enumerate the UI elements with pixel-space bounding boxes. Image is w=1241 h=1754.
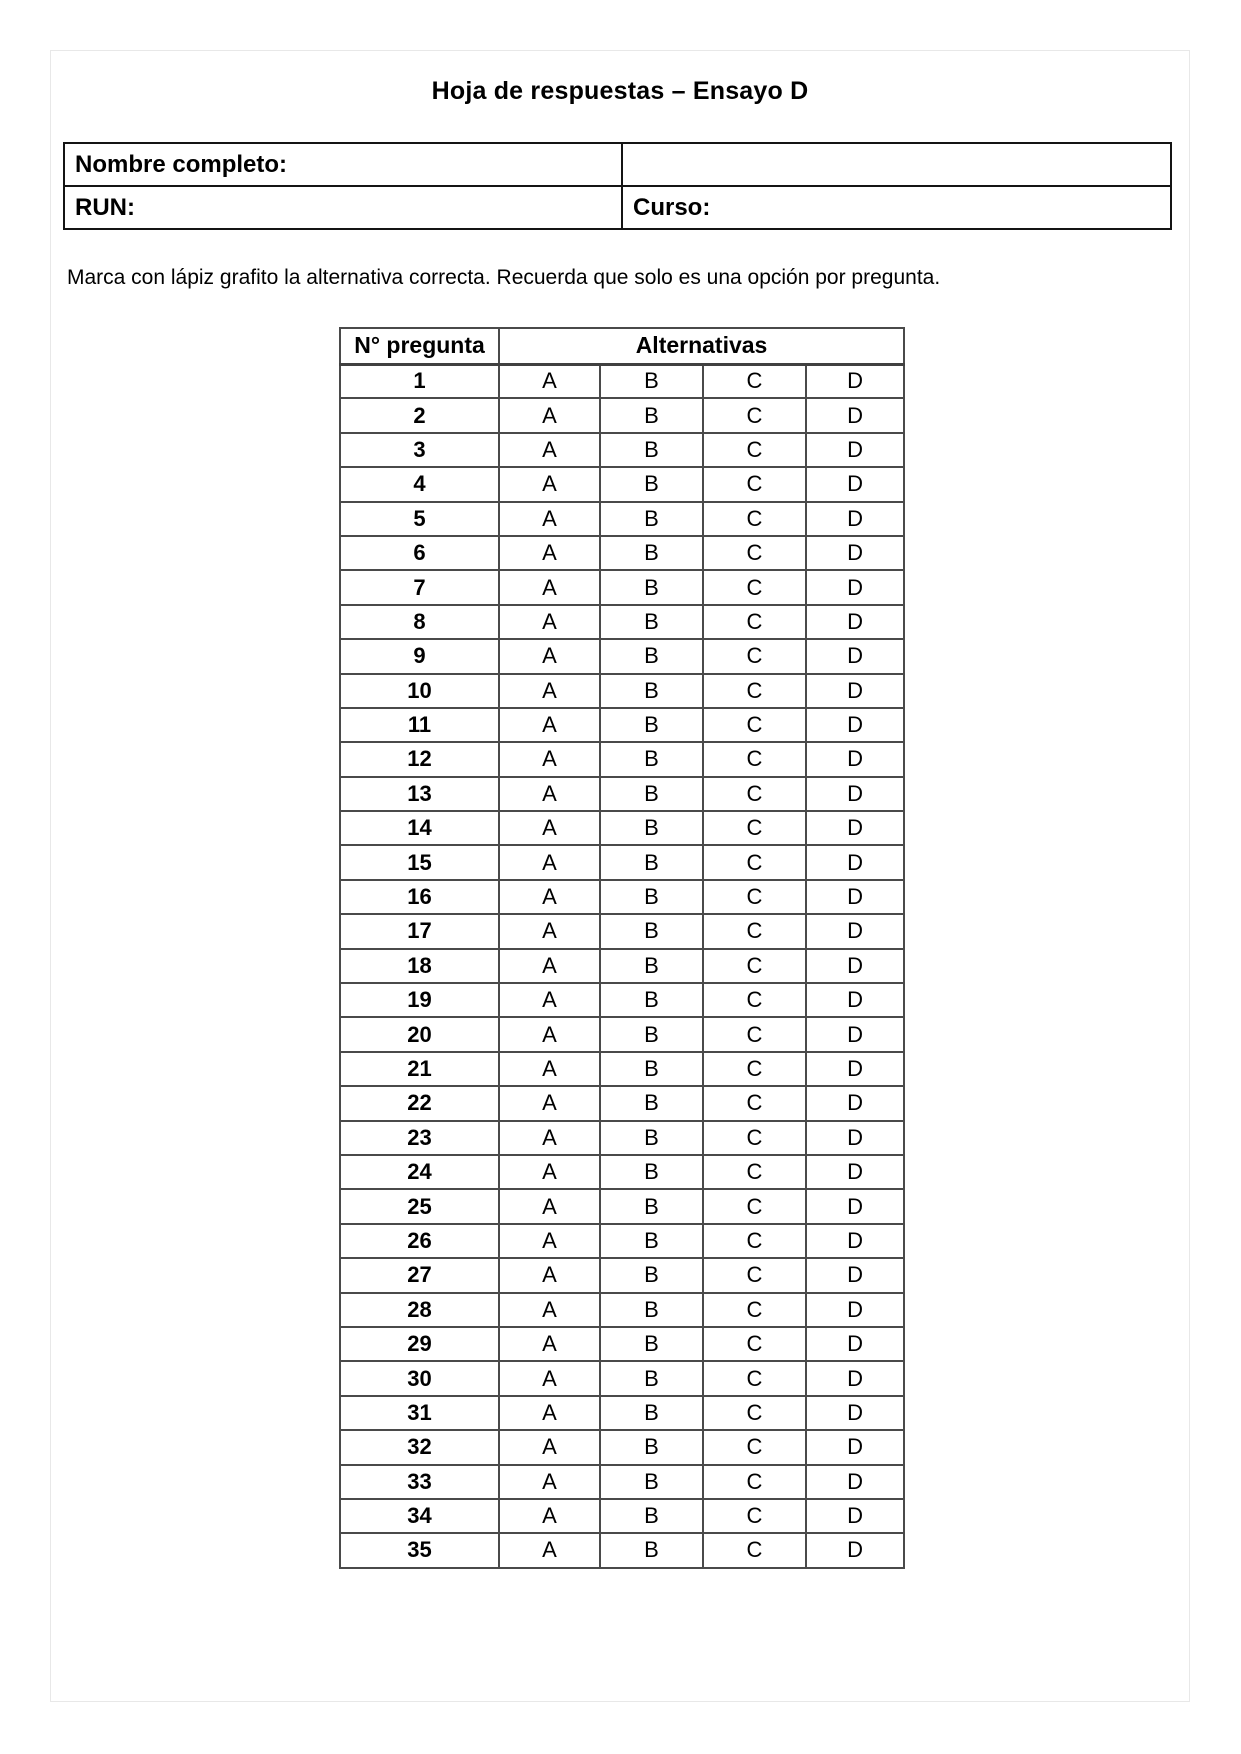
- question-number: 19: [340, 983, 499, 1017]
- answer-option-c: C: [703, 1465, 806, 1499]
- answer-option-d: D: [806, 1499, 904, 1533]
- answer-option-a: A: [499, 742, 600, 776]
- curso-label: Curso:: [633, 193, 711, 221]
- answer-option-d: D: [806, 1465, 904, 1499]
- answer-option-d: D: [806, 1293, 904, 1327]
- answer-option-b: B: [600, 398, 703, 432]
- answer-row: [340, 1189, 904, 1223]
- question-number: 14: [340, 811, 499, 845]
- question-number: 26: [340, 1224, 499, 1258]
- question-number: 24: [340, 1155, 499, 1189]
- answer-row: [340, 570, 904, 604]
- answer-option-c: C: [703, 1121, 806, 1155]
- answer-option-d: D: [806, 536, 904, 570]
- answer-option-c: C: [703, 708, 806, 742]
- answer-option-b: B: [600, 777, 703, 811]
- answer-option-d: D: [806, 880, 904, 914]
- answer-row: [340, 1258, 904, 1292]
- answer-option-c: C: [703, 467, 806, 501]
- answer-option-c: C: [703, 1293, 806, 1327]
- answer-row: [340, 1327, 904, 1361]
- run-field-cell: [64, 186, 622, 229]
- answer-option-d: D: [806, 1430, 904, 1464]
- answer-option-a: A: [499, 983, 600, 1017]
- answer-option-d: D: [806, 1361, 904, 1395]
- answer-option-b: B: [600, 502, 703, 536]
- question-number: 23: [340, 1121, 499, 1155]
- alternatives-column-header: Alternativas: [499, 328, 904, 364]
- answer-row: [340, 1465, 904, 1499]
- answer-row: [340, 1396, 904, 1430]
- answer-option-b: B: [600, 742, 703, 776]
- answer-option-d: D: [806, 502, 904, 536]
- answer-option-d: D: [806, 398, 904, 432]
- answer-option-d: D: [806, 364, 904, 398]
- answer-option-d: D: [806, 845, 904, 879]
- answer-option-b: B: [600, 364, 703, 398]
- question-number: 15: [340, 845, 499, 879]
- answer-row: [340, 1155, 904, 1189]
- answer-option-b: B: [600, 639, 703, 673]
- answer-row: [340, 639, 904, 673]
- answer-row: [340, 1052, 904, 1086]
- answer-option-b: B: [600, 1121, 703, 1155]
- answer-option-d: D: [806, 605, 904, 639]
- answer-option-b: B: [600, 536, 703, 570]
- answer-option-b: B: [600, 845, 703, 879]
- info-row-nombre: [64, 143, 1171, 186]
- answer-option-c: C: [703, 570, 806, 604]
- nombre-field-cell: [64, 143, 622, 186]
- answer-row: [340, 983, 904, 1017]
- answer-table-body: [340, 364, 904, 1568]
- question-column-header: N° pregunta: [340, 328, 499, 364]
- answer-option-b: B: [600, 433, 703, 467]
- question-number: 17: [340, 914, 499, 948]
- answer-option-a: A: [499, 1533, 600, 1567]
- answer-option-c: C: [703, 1155, 806, 1189]
- answer-option-a: A: [499, 1465, 600, 1499]
- answer-option-b: B: [600, 1499, 703, 1533]
- question-number: 3: [340, 433, 499, 467]
- answer-option-b: B: [600, 1465, 703, 1499]
- answer-option-b: B: [600, 1396, 703, 1430]
- answer-option-d: D: [806, 570, 904, 604]
- answer-option-c: C: [703, 433, 806, 467]
- question-number: 20: [340, 1017, 499, 1051]
- question-number: 9: [340, 639, 499, 673]
- student-info-table: [63, 142, 1172, 230]
- answer-row: [340, 1017, 904, 1051]
- answer-option-d: D: [806, 639, 904, 673]
- run-label: RUN:: [75, 193, 135, 221]
- question-number: 2: [340, 398, 499, 432]
- answer-option-b: B: [600, 1327, 703, 1361]
- answer-option-b: B: [600, 1293, 703, 1327]
- question-number: 1: [340, 364, 499, 398]
- question-number: 11: [340, 708, 499, 742]
- answer-option-a: A: [499, 1430, 600, 1464]
- answer-option-a: A: [499, 880, 600, 914]
- answer-option-b: B: [600, 1361, 703, 1395]
- answer-option-c: C: [703, 983, 806, 1017]
- answer-option-a: A: [499, 1086, 600, 1120]
- answer-option-c: C: [703, 742, 806, 776]
- answer-option-a: A: [499, 777, 600, 811]
- answer-option-b: B: [600, 811, 703, 845]
- answer-row: [340, 949, 904, 983]
- answer-option-a: A: [499, 433, 600, 467]
- answer-option-a: A: [499, 1396, 600, 1430]
- answer-option-a: A: [499, 467, 600, 501]
- answer-option-a: A: [499, 502, 600, 536]
- question-number: 21: [340, 1052, 499, 1086]
- answer-option-d: D: [806, 1189, 904, 1223]
- question-number: 5: [340, 502, 499, 536]
- answer-option-c: C: [703, 1430, 806, 1464]
- answer-row: [340, 811, 904, 845]
- answer-row: [340, 467, 904, 501]
- answer-option-c: C: [703, 1224, 806, 1258]
- question-number: 7: [340, 570, 499, 604]
- answer-option-b: B: [600, 1017, 703, 1051]
- answer-row: [340, 1293, 904, 1327]
- answer-option-a: A: [499, 708, 600, 742]
- answer-option-d: D: [806, 433, 904, 467]
- answer-table: [339, 327, 905, 1569]
- answer-option-a: A: [499, 1155, 600, 1189]
- answer-row: [340, 845, 904, 879]
- answer-row: [340, 742, 904, 776]
- answer-row: [340, 433, 904, 467]
- answer-option-c: C: [703, 777, 806, 811]
- answer-option-b: B: [600, 1533, 703, 1567]
- answer-option-a: A: [499, 1224, 600, 1258]
- question-number: 10: [340, 674, 499, 708]
- answer-option-c: C: [703, 1258, 806, 1292]
- answer-option-a: A: [499, 1258, 600, 1292]
- answer-row: [340, 674, 904, 708]
- question-number: 6: [340, 536, 499, 570]
- answer-option-b: B: [600, 1052, 703, 1086]
- question-number: 18: [340, 949, 499, 983]
- answer-option-b: B: [600, 1224, 703, 1258]
- answer-option-b: B: [600, 1258, 703, 1292]
- answer-option-d: D: [806, 1327, 904, 1361]
- answer-row: [340, 1361, 904, 1395]
- answer-option-b: B: [600, 983, 703, 1017]
- nombre-value-cell: [622, 143, 1171, 186]
- answer-option-a: A: [499, 845, 600, 879]
- answer-option-d: D: [806, 949, 904, 983]
- answer-option-d: D: [806, 811, 904, 845]
- answer-option-c: C: [703, 639, 806, 673]
- answer-option-c: C: [703, 1017, 806, 1051]
- answer-option-c: C: [703, 949, 806, 983]
- answer-option-a: A: [499, 364, 600, 398]
- answer-option-a: A: [499, 1121, 600, 1155]
- answer-option-c: C: [703, 1086, 806, 1120]
- answer-option-c: C: [703, 364, 806, 398]
- question-number: 8: [340, 605, 499, 639]
- answer-row: [340, 398, 904, 432]
- answer-option-c: C: [703, 1327, 806, 1361]
- answer-option-c: C: [703, 1499, 806, 1533]
- answer-option-d: D: [806, 1017, 904, 1051]
- answer-option-a: A: [499, 639, 600, 673]
- answer-option-c: C: [703, 914, 806, 948]
- answer-option-b: B: [600, 674, 703, 708]
- answer-row: [340, 708, 904, 742]
- answer-option-a: A: [499, 536, 600, 570]
- question-number: 28: [340, 1293, 499, 1327]
- answer-option-d: D: [806, 1533, 904, 1567]
- answer-option-a: A: [499, 1293, 600, 1327]
- answer-option-a: A: [499, 949, 600, 983]
- answer-option-b: B: [600, 949, 703, 983]
- answer-row: [340, 502, 904, 536]
- answer-option-a: A: [499, 1499, 600, 1533]
- answer-option-a: A: [499, 674, 600, 708]
- question-number: 30: [340, 1361, 499, 1395]
- answer-row: [340, 777, 904, 811]
- answer-option-b: B: [600, 1430, 703, 1464]
- answer-table-header-row: [340, 328, 904, 364]
- answer-row: [340, 1086, 904, 1120]
- answer-option-a: A: [499, 1189, 600, 1223]
- answer-option-d: D: [806, 914, 904, 948]
- question-number: 16: [340, 880, 499, 914]
- answer-option-a: A: [499, 1361, 600, 1395]
- curso-field-cell: [622, 186, 1171, 229]
- question-number: 31: [340, 1396, 499, 1430]
- answer-row: [340, 880, 904, 914]
- answer-option-c: C: [703, 880, 806, 914]
- answer-option-b: B: [600, 708, 703, 742]
- answer-option-d: D: [806, 1224, 904, 1258]
- answer-row: [340, 605, 904, 639]
- answer-row: [340, 1533, 904, 1567]
- answer-option-b: B: [600, 1086, 703, 1120]
- answer-option-c: C: [703, 536, 806, 570]
- answer-option-d: D: [806, 1086, 904, 1120]
- question-number: 13: [340, 777, 499, 811]
- answer-option-c: C: [703, 1052, 806, 1086]
- question-number: 12: [340, 742, 499, 776]
- answer-option-c: C: [703, 502, 806, 536]
- answer-option-d: D: [806, 777, 904, 811]
- answer-option-d: D: [806, 983, 904, 1017]
- answer-option-d: D: [806, 1052, 904, 1086]
- answer-option-a: A: [499, 914, 600, 948]
- answer-option-b: B: [600, 570, 703, 604]
- answer-row: [340, 1224, 904, 1258]
- answer-option-c: C: [703, 845, 806, 879]
- answer-option-b: B: [600, 467, 703, 501]
- page-title: Hoja de respuestas – Ensayo D: [431, 77, 809, 105]
- answer-option-c: C: [703, 1396, 806, 1430]
- answer-option-a: A: [499, 1017, 600, 1051]
- answer-option-b: B: [600, 914, 703, 948]
- answer-option-c: C: [703, 1533, 806, 1567]
- question-number: 25: [340, 1189, 499, 1223]
- nombre-label: Nombre completo:: [75, 150, 288, 178]
- answer-option-d: D: [806, 708, 904, 742]
- answer-row: [340, 1121, 904, 1155]
- answer-option-a: A: [499, 605, 600, 639]
- question-number: 29: [340, 1327, 499, 1361]
- answer-option-a: A: [499, 398, 600, 432]
- answer-option-c: C: [703, 1189, 806, 1223]
- instructions-text: Marca con lápiz grafito la alternativa correcta. Recuerda que solo es una opción por pregunta.: [67, 266, 941, 289]
- question-number: 22: [340, 1086, 499, 1120]
- answer-option-b: B: [600, 1155, 703, 1189]
- question-number: 27: [340, 1258, 499, 1292]
- answer-row: [340, 536, 904, 570]
- answer-option-a: A: [499, 1052, 600, 1086]
- question-number: 34: [340, 1499, 499, 1533]
- answer-option-d: D: [806, 1155, 904, 1189]
- question-number: 35: [340, 1533, 499, 1567]
- answer-option-a: A: [499, 811, 600, 845]
- answer-option-d: D: [806, 1121, 904, 1155]
- answer-option-c: C: [703, 811, 806, 845]
- answer-option-b: B: [600, 880, 703, 914]
- answer-option-d: D: [806, 674, 904, 708]
- question-number: 33: [340, 1465, 499, 1499]
- answer-option-d: D: [806, 467, 904, 501]
- answer-option-b: B: [600, 605, 703, 639]
- answer-option-a: A: [499, 570, 600, 604]
- answer-option-c: C: [703, 674, 806, 708]
- answer-option-c: C: [703, 1361, 806, 1395]
- answer-option-b: B: [600, 1189, 703, 1223]
- document-page: [50, 50, 1190, 1702]
- answer-option-c: C: [703, 398, 806, 432]
- question-number: 32: [340, 1430, 499, 1464]
- answer-row: [340, 1430, 904, 1464]
- answer-option-a: A: [499, 1327, 600, 1361]
- question-number: 4: [340, 467, 499, 501]
- info-row-run-curso: [64, 186, 1171, 229]
- answer-option-d: D: [806, 742, 904, 776]
- answer-option-d: D: [806, 1396, 904, 1430]
- answer-option-c: C: [703, 605, 806, 639]
- answer-option-d: D: [806, 1258, 904, 1292]
- answer-row: [340, 364, 904, 398]
- answer-row: [340, 914, 904, 948]
- answer-row: [340, 1499, 904, 1533]
